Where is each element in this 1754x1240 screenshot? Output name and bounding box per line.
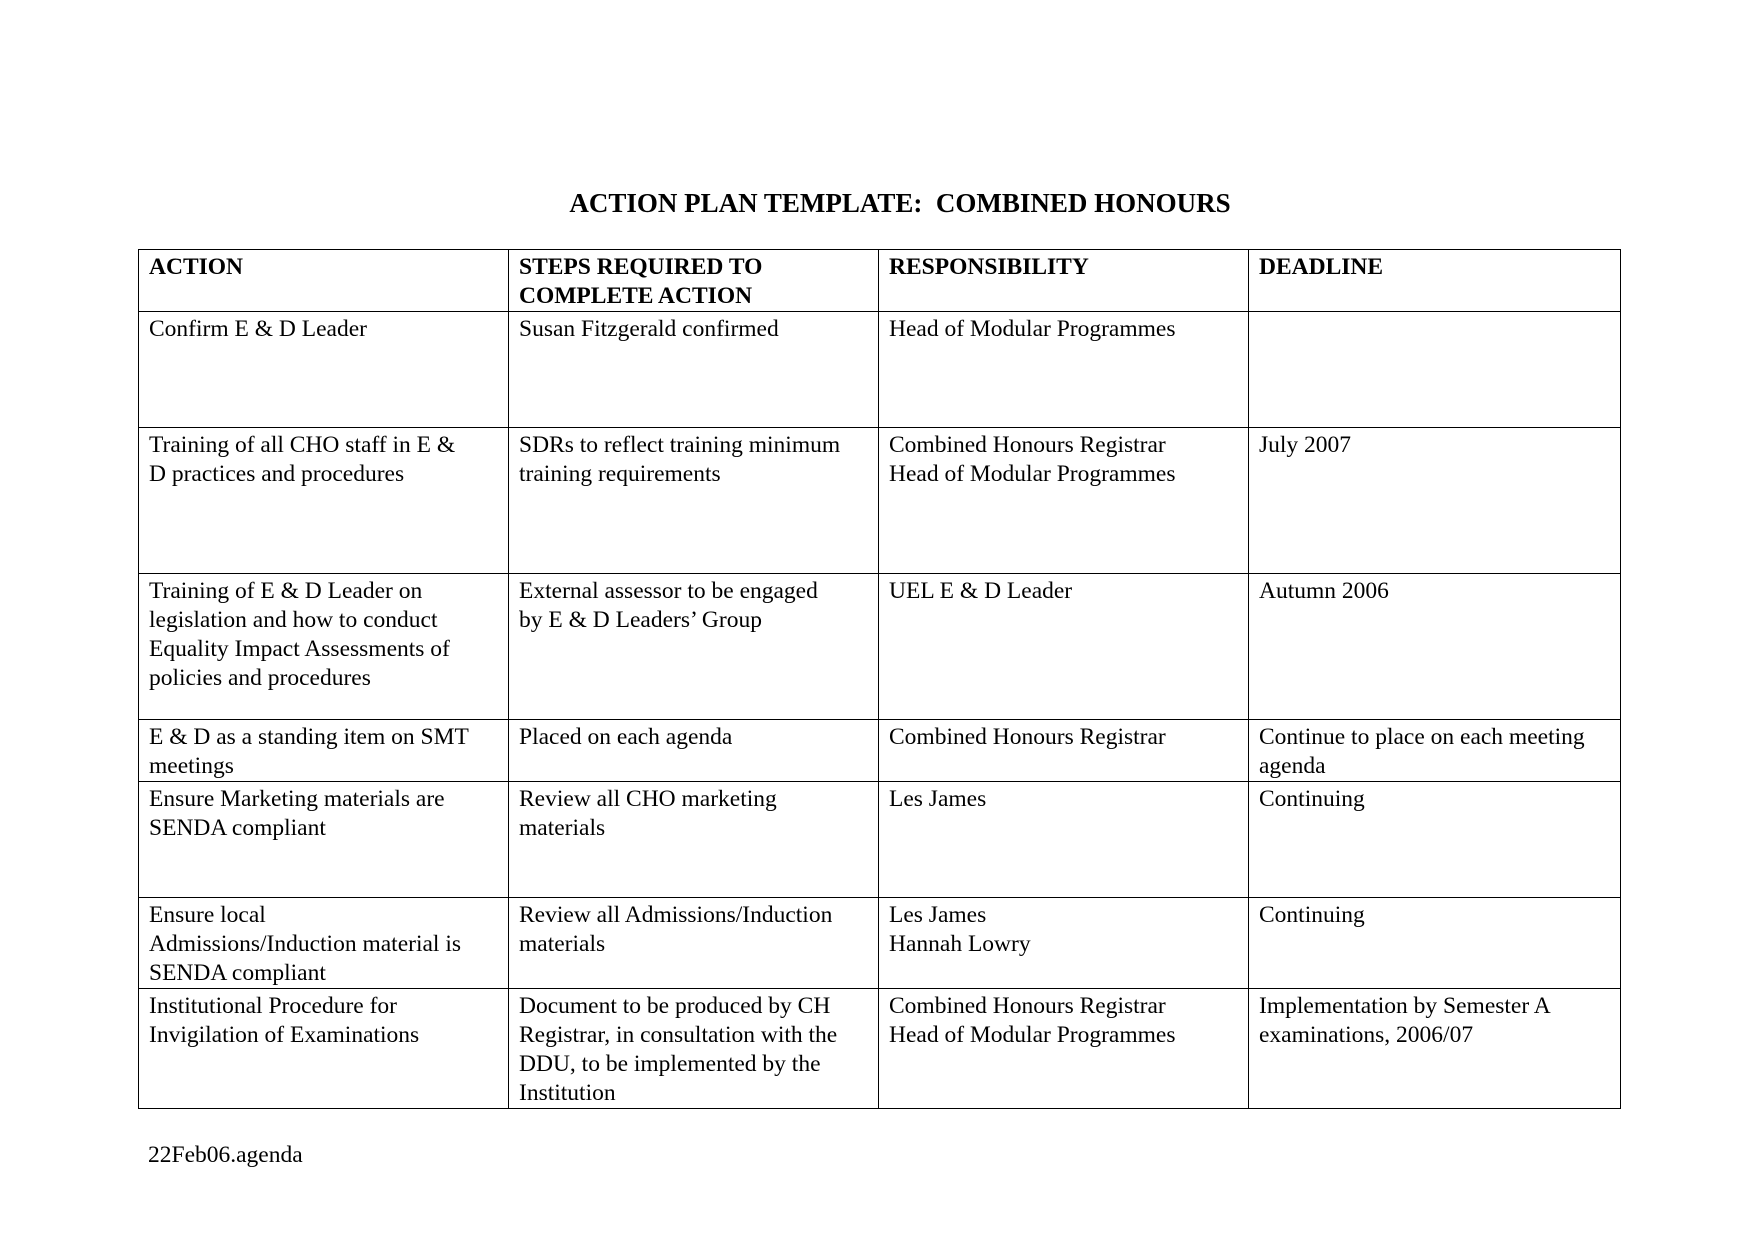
cell-action: E & D as a standing item on SMT meetings	[139, 720, 509, 782]
cell-responsibility: Combined Honours Registrar Head of Modular Programmes	[879, 989, 1249, 1109]
table-row	[139, 989, 1621, 1109]
table-row	[139, 574, 1621, 720]
table-row	[139, 312, 1621, 428]
cell-action: Institutional Procedure for Invigilation of Examinations	[139, 989, 509, 1109]
cell-steps: External assessor to be engaged by E & D Leaders’ Group	[509, 574, 879, 720]
header-deadline: DEADLINE	[1249, 250, 1621, 312]
cell-deadline: July 2007	[1249, 428, 1621, 574]
cell-action: Ensure Marketing materials are SENDA compliant	[139, 782, 509, 898]
cell-responsibility: Les James Hannah Lowry	[879, 898, 1249, 989]
cell-steps: Placed on each agenda	[509, 720, 879, 782]
cell-responsibility: Head of Modular Programmes	[879, 312, 1249, 428]
table-header-row	[139, 250, 1621, 312]
cell-steps: Susan Fitzgerald confirmed	[509, 312, 879, 428]
cell-steps: SDRs to reflect training minimum training requirements	[509, 428, 879, 574]
cell-steps: Document to be produced by CH Registrar, in consultation with the DDU, to be implemented by the Institution	[509, 989, 879, 1109]
table-row	[139, 898, 1621, 989]
header-steps: STEPS REQUIRED TO COMPLETE ACTION	[509, 250, 879, 312]
header-action: ACTION	[139, 250, 509, 312]
cell-steps: Review all Admissions/Induction materials	[509, 898, 879, 989]
cell-responsibility: Les James	[879, 782, 1249, 898]
cell-responsibility: UEL E & D Leader	[879, 574, 1249, 720]
cell-action: Training of all CHO staff in E & D practices and procedures	[139, 428, 509, 574]
cell-deadline: Continue to place on each meeting agenda	[1249, 720, 1621, 782]
cell-deadline: Implementation by Semester A examinations, 2006/07	[1249, 989, 1621, 1109]
table-row	[139, 782, 1621, 898]
cell-action: Training of E & D Leader on legislation and how to conduct Equality Impact Assessments of policies and procedures	[139, 574, 509, 720]
cell-action: Ensure local Admissions/Induction material is SENDA compliant	[139, 898, 509, 989]
cell-action: Confirm E & D Leader	[139, 312, 509, 428]
action-plan-table	[138, 249, 1621, 1109]
table-row	[139, 428, 1621, 574]
cell-deadline: Continuing	[1249, 898, 1621, 989]
cell-responsibility: Combined Honours Registrar Head of Modular Programmes	[879, 428, 1249, 574]
table-row	[139, 720, 1621, 782]
page-title: ACTION PLAN TEMPLATE: COMBINED HONOURS	[569, 188, 1231, 218]
cell-deadline	[1249, 312, 1621, 428]
cell-deadline: Continuing	[1249, 782, 1621, 898]
cell-steps: Review all CHO marketing materials	[509, 782, 879, 898]
cell-deadline: Autumn 2006	[1249, 574, 1621, 720]
document-footer: 22Feb06.agenda	[148, 1142, 303, 1168]
header-responsibility: RESPONSIBILITY	[879, 250, 1249, 312]
cell-responsibility: Combined Honours Registrar	[879, 720, 1249, 782]
